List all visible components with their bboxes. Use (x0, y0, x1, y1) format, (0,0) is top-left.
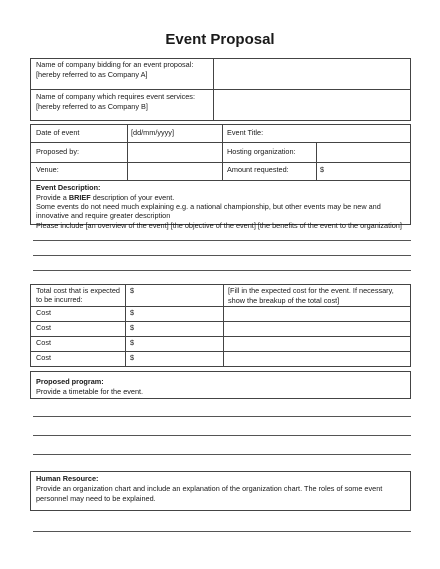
company-a-field[interactable] (214, 59, 410, 88)
company-a-label: Name of company bidding for an event proposal: (36, 60, 194, 69)
event-description-heading: Event Description: (36, 183, 101, 192)
description-writing-line-3[interactable] (33, 270, 411, 271)
cost-row-divider-3 (30, 336, 411, 337)
hosting-organization-label: Hosting organization: (227, 147, 296, 156)
total-cost-currency: $ (130, 286, 135, 295)
program-writing-line-2[interactable] (33, 435, 411, 436)
human-resource-writing-line[interactable] (33, 531, 411, 532)
cost-row-divider-4 (30, 351, 411, 352)
proposed-program-heading: Proposed program: (36, 377, 104, 386)
cost-row-label: Cost (36, 338, 52, 347)
company-a-note: [hereby referred to as Company A] (36, 70, 148, 79)
hosting-organization-field[interactable] (317, 143, 410, 161)
company-b-label: Name of company which requires event services: (36, 92, 195, 101)
proposed-program-text: Provide a timetable for the event. (36, 387, 144, 396)
human-resource-line-1: Provide an organization chart and include an explanation of the organization chart. The roles of some event (36, 484, 383, 493)
cost-row-currency: $ (130, 323, 135, 332)
cost-table (30, 284, 411, 367)
cost-row-label: Cost (36, 353, 52, 362)
event-title-label: Event Title: (227, 128, 264, 137)
date-label: Date of event (36, 128, 80, 137)
event-description-line-4: Please include [an overview of the event] [the objective of the event] [the benefits of the event to the organization] (36, 221, 402, 230)
company-b-note: [hereby referred to as Company B] (36, 102, 148, 111)
cost-row-currency: $ (130, 353, 135, 362)
date-field[interactable]: [dd/mm/yyyy] (131, 128, 174, 137)
brief-emphasis: BRIEF (68, 193, 91, 202)
cost-col-divider-1 (125, 284, 126, 367)
proposed-by-label: Proposed by: (36, 147, 79, 156)
company-b-field[interactable] (214, 90, 410, 120)
total-cost-label-2: to be incurred: (36, 295, 83, 304)
venue-field[interactable] (128, 163, 221, 179)
page-title: Event Proposal (165, 31, 275, 48)
program-writing-line-1[interactable] (33, 416, 411, 417)
details-col-divider-2 (222, 124, 223, 180)
cost-row-divider-1 (30, 306, 411, 307)
cost-row-label: Cost (36, 308, 52, 317)
cost-col-divider-2 (223, 284, 224, 367)
amount-requested-label: Amount requested: (227, 165, 289, 174)
details-row-divider-3 (30, 180, 411, 181)
human-resource-heading: Human Resource: (36, 474, 99, 483)
description-writing-line-1[interactable] (33, 240, 411, 241)
event-description-line-3: innovative and require greater description (36, 211, 171, 220)
human-resource-line-2: personnel may need to be explained. (36, 494, 156, 503)
cost-row-currency: $ (130, 338, 135, 347)
venue-label: Venue: (36, 165, 59, 174)
total-cost-note-1: [Fill in the expected cost for the event. If necessary, (228, 286, 394, 295)
description-writing-line-2[interactable] (33, 255, 411, 256)
cost-row-divider-2 (30, 321, 411, 322)
amount-currency-symbol: $ (320, 165, 325, 174)
cost-row-currency: $ (130, 308, 135, 317)
cost-row-label: Cost (36, 323, 52, 332)
proposed-by-field[interactable] (128, 143, 221, 161)
program-writing-line-3[interactable] (33, 454, 411, 455)
event-description-line-2: Some events do not need much explaining e.g. a national championship, but other events may be new and (36, 202, 381, 211)
total-cost-label-1: Total cost that is expected (36, 286, 120, 295)
total-cost-note-2: show the breakup of the total cost] (228, 296, 340, 305)
event-description-line-1: Provide a BRIEF description of your event. (36, 193, 175, 202)
